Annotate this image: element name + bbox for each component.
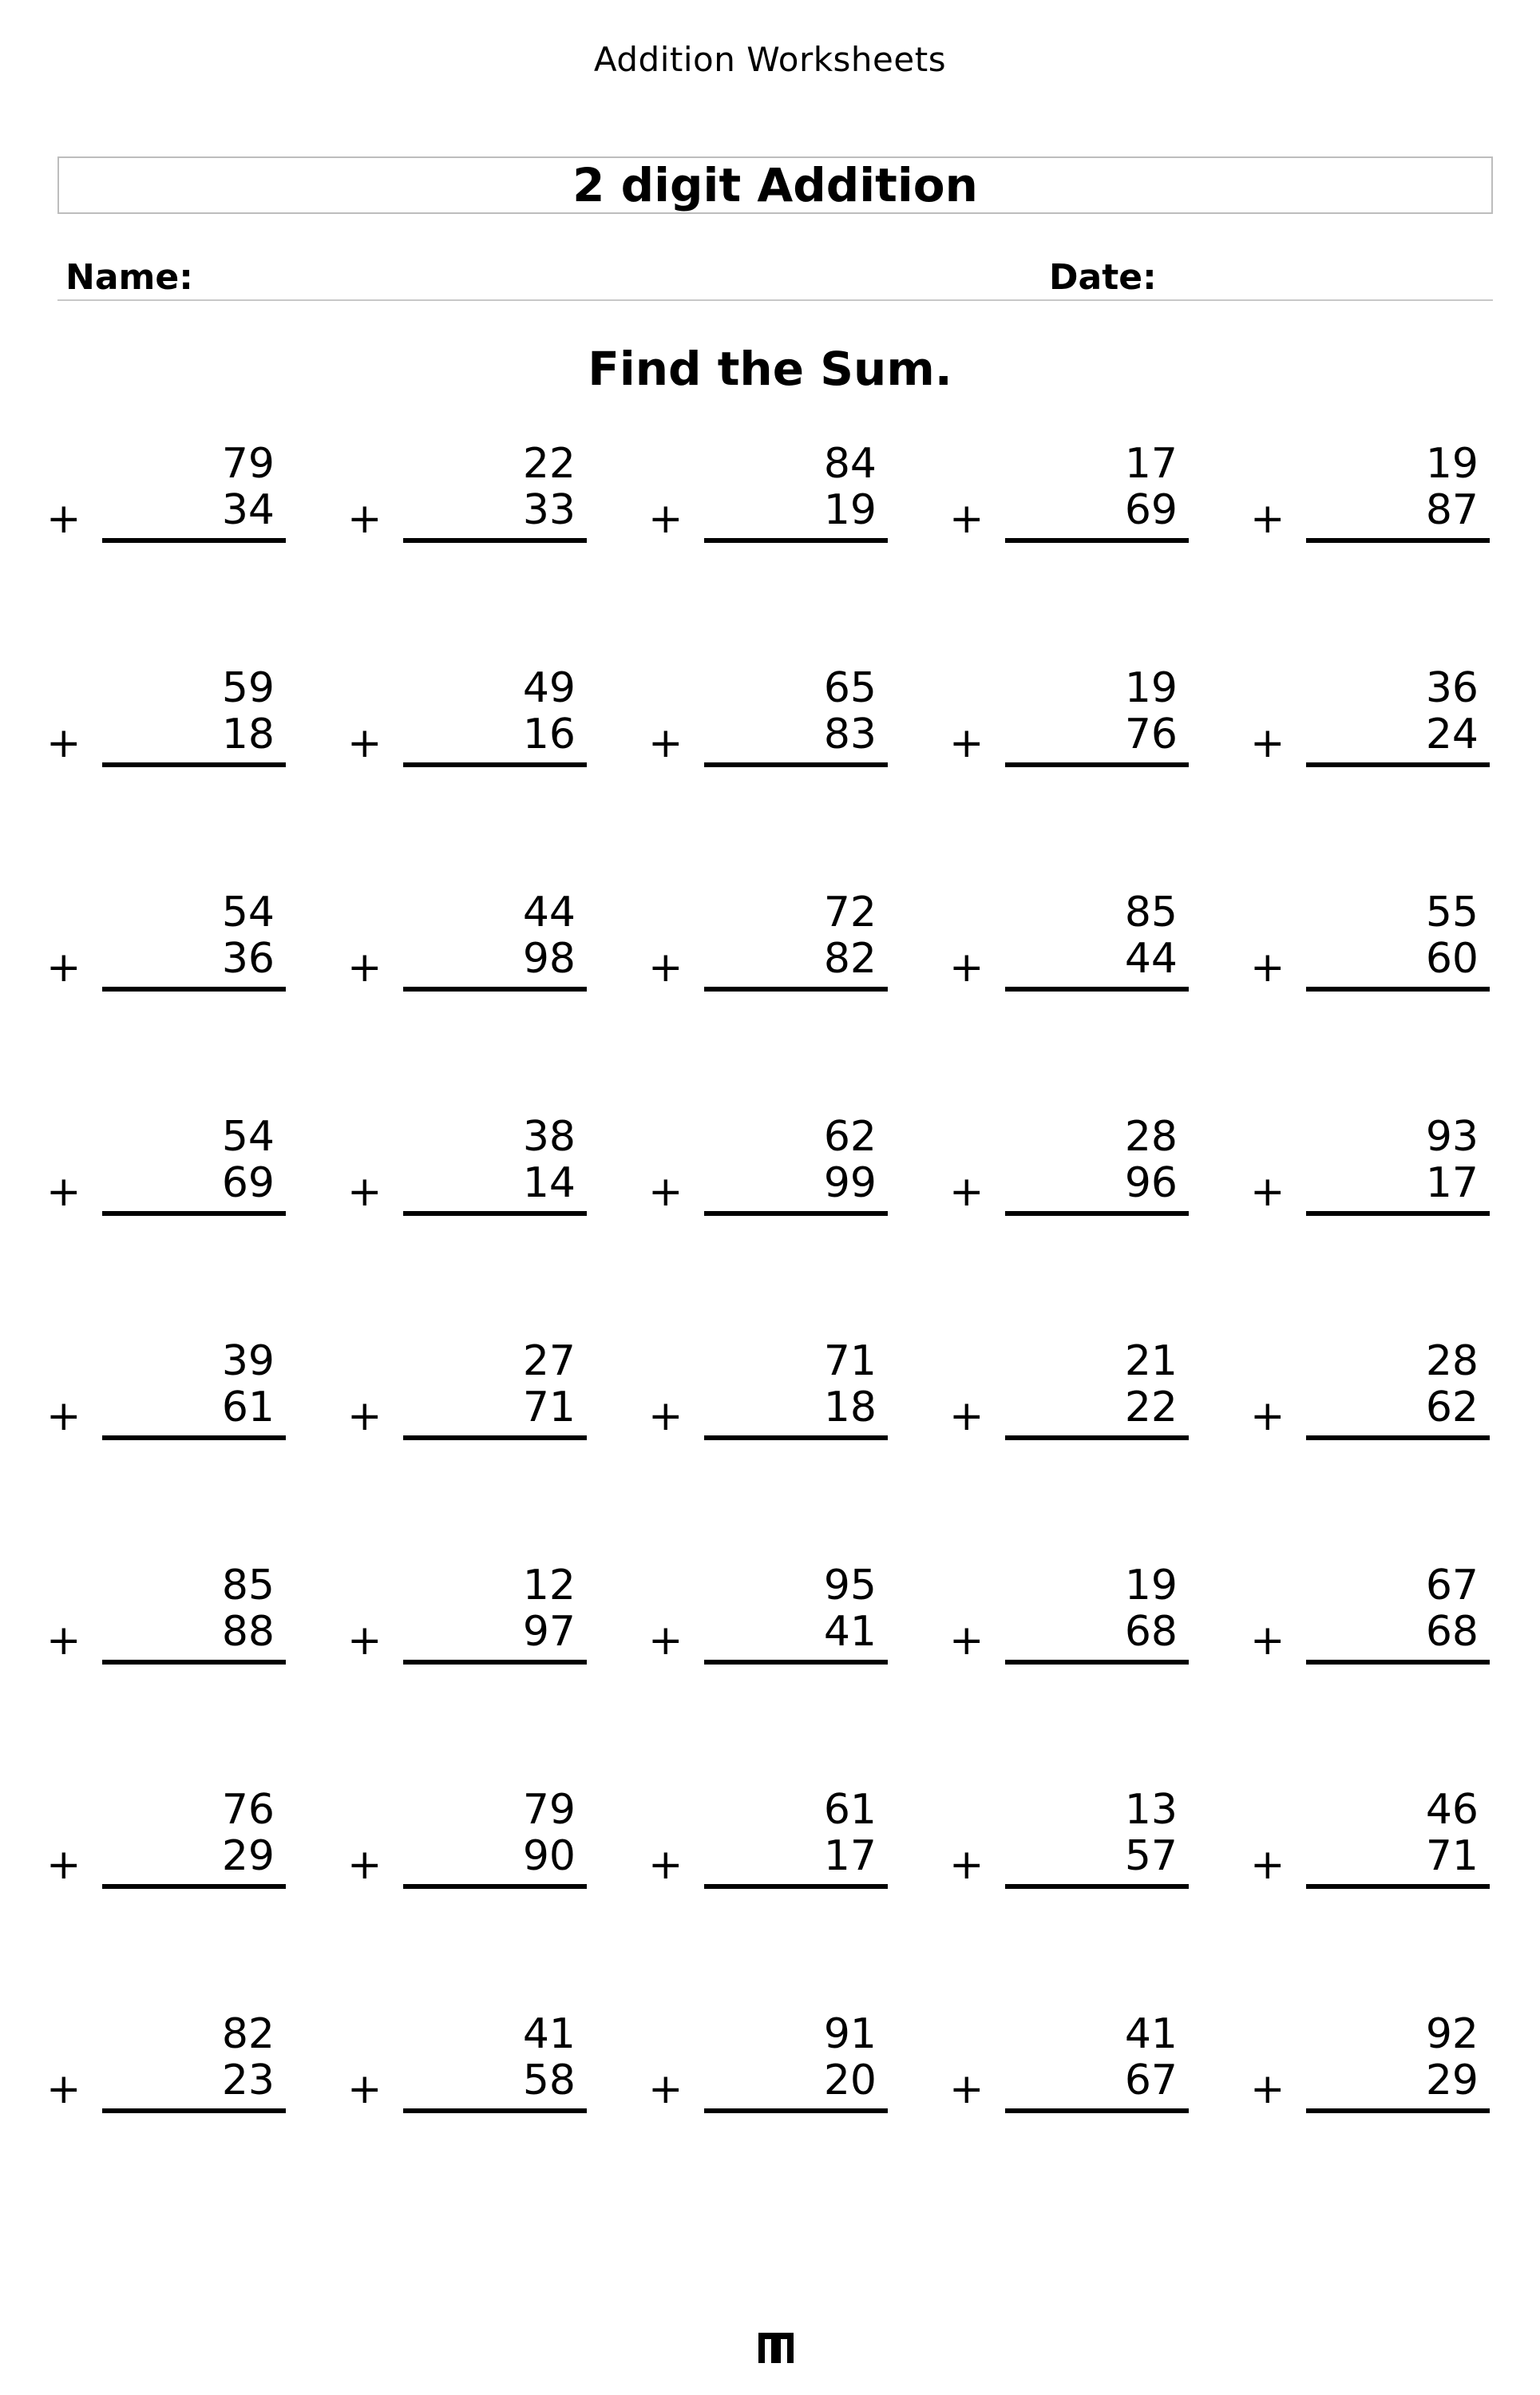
addend-top: 61 (823, 1786, 877, 1834)
answer-line[interactable] (102, 1884, 286, 1889)
addend-bottom: 69 (1124, 486, 1178, 534)
answer-line[interactable] (403, 1435, 587, 1440)
problem-grid (0, 437, 1540, 2138)
answer-line[interactable] (102, 762, 286, 767)
addition-problem (1250, 1335, 1490, 1463)
addend-bottom: 82 (823, 935, 877, 983)
plus-sign: + (1250, 719, 1285, 767)
addend-bottom: 23 (221, 2057, 275, 2104)
answer-line[interactable] (102, 538, 286, 543)
answer-line[interactable] (403, 987, 587, 992)
addition-problem (648, 437, 888, 565)
answer-line[interactable] (704, 1660, 888, 1665)
addend-top: 93 (1425, 1113, 1479, 1161)
answer-line[interactable] (403, 762, 587, 767)
addend-bottom: 34 (221, 486, 275, 534)
addend-bottom: 20 (823, 2057, 877, 2104)
plus-sign: + (1250, 1841, 1285, 1889)
addend-bottom: 17 (1425, 1159, 1479, 1207)
addend-bottom: 90 (522, 1832, 576, 1880)
addend-top: 59 (221, 664, 275, 712)
addend-bottom: 76 (1124, 711, 1178, 758)
addend-bottom: 41 (823, 1608, 877, 1656)
addend-bottom: 60 (1425, 935, 1479, 983)
plus-sign: + (949, 944, 984, 992)
addend-bottom: 61 (221, 1384, 275, 1431)
addend-bottom: 16 (522, 711, 576, 758)
brand-logo-icon (757, 2330, 795, 2365)
addend-bottom: 44 (1124, 935, 1178, 983)
addend-top: 28 (1124, 1113, 1178, 1161)
addition-problem (46, 2008, 286, 2136)
addition-problem (1250, 2008, 1490, 2136)
addend-bottom: 99 (823, 1159, 877, 1207)
addend-bottom: 71 (522, 1384, 576, 1431)
answer-line[interactable] (1306, 1660, 1490, 1665)
plus-sign: + (347, 1841, 382, 1889)
addition-problem (949, 2008, 1189, 2136)
answer-line[interactable] (102, 1211, 286, 1216)
addition-problem (949, 1110, 1189, 1238)
addition-problem (347, 886, 587, 1014)
addend-top: 49 (522, 664, 576, 712)
instruction-heading: Find the Sum. (588, 342, 952, 396)
addend-top: 39 (221, 1337, 275, 1385)
addend-top: 19 (1124, 664, 1178, 712)
addend-top: 92 (1425, 2010, 1479, 2058)
addend-bottom: 17 (823, 1832, 877, 1880)
answer-line[interactable] (102, 1660, 286, 1665)
addition-problem (1250, 662, 1490, 790)
addition-problem (1250, 1783, 1490, 1911)
addition-problem (46, 1783, 286, 1911)
addition-problem (648, 1335, 888, 1463)
addend-bottom: 57 (1124, 1832, 1178, 1880)
answer-line[interactable] (1306, 762, 1490, 767)
addend-bottom: 68 (1124, 1608, 1178, 1656)
plus-sign: + (648, 1392, 683, 1440)
addend-bottom: 69 (221, 1159, 275, 1207)
addend-top: 19 (1425, 440, 1479, 488)
addend-bottom: 36 (221, 935, 275, 983)
addition-problem (949, 1335, 1189, 1463)
addend-top: 85 (1124, 889, 1178, 936)
addend-top: 12 (522, 1562, 576, 1609)
answer-line[interactable] (704, 1211, 888, 1216)
answer-line[interactable] (1306, 538, 1490, 543)
addend-top: 72 (823, 889, 877, 936)
plus-sign: + (949, 495, 984, 543)
answer-line[interactable] (1005, 762, 1189, 767)
plus-sign: + (347, 1392, 382, 1440)
addition-problem (347, 2008, 587, 2136)
addend-top: 84 (823, 440, 877, 488)
addition-problem (648, 1783, 888, 1911)
addition-problem (347, 662, 587, 790)
addend-bottom: 14 (522, 1159, 576, 1207)
answer-line[interactable] (1005, 1435, 1189, 1440)
plus-sign: + (648, 1617, 683, 1665)
addend-bottom: 87 (1425, 486, 1479, 534)
addend-top: 79 (522, 1786, 576, 1834)
addition-problem (347, 1783, 587, 1911)
plus-sign: + (949, 1168, 984, 1216)
plus-sign: + (46, 1392, 81, 1440)
addend-top: 36 (1425, 664, 1479, 712)
answer-line[interactable] (1005, 987, 1189, 992)
addition-problem (949, 437, 1189, 565)
addend-top: 17 (1124, 440, 1178, 488)
plus-sign: + (46, 944, 81, 992)
name-date-divider (57, 299, 1493, 301)
plus-sign: + (1250, 2065, 1285, 2113)
addend-bottom: 58 (522, 2057, 576, 2104)
plus-sign: + (46, 719, 81, 767)
plus-sign: + (1250, 1168, 1285, 1216)
plus-sign: + (648, 944, 683, 992)
addition-problem (648, 2008, 888, 2136)
addend-top: 13 (1124, 1786, 1178, 1834)
addition-problem (949, 1783, 1189, 1911)
addend-bottom: 83 (823, 711, 877, 758)
addend-top: 27 (522, 1337, 576, 1385)
addend-top: 55 (1425, 889, 1479, 936)
addition-problem (1250, 1559, 1490, 1687)
plus-sign: + (1250, 944, 1285, 992)
answer-line[interactable] (102, 1435, 286, 1440)
addition-problem (46, 1335, 286, 1463)
addend-bottom: 62 (1425, 1384, 1479, 1431)
addition-problem (46, 662, 286, 790)
addend-top: 71 (823, 1337, 877, 1385)
plus-sign: + (347, 495, 382, 543)
addend-bottom: 98 (522, 935, 576, 983)
addend-top: 85 (221, 1562, 275, 1609)
addition-problem (1250, 1110, 1490, 1238)
addend-top: 54 (221, 889, 275, 936)
answer-line[interactable] (403, 1884, 587, 1889)
addend-bottom: 18 (823, 1384, 877, 1431)
answer-line[interactable] (1306, 1884, 1490, 1889)
addition-problem (347, 437, 587, 565)
answer-line[interactable] (704, 987, 888, 992)
plus-sign: + (347, 1168, 382, 1216)
addend-top: 91 (823, 2010, 877, 2058)
plus-sign: + (347, 1617, 382, 1665)
addend-bottom: 88 (221, 1608, 275, 1656)
plus-sign: + (347, 719, 382, 767)
answer-line[interactable] (704, 1884, 888, 1889)
addend-top: 65 (823, 664, 877, 712)
plus-sign: + (1250, 495, 1285, 543)
answer-line[interactable] (1005, 1660, 1189, 1665)
plus-sign: + (949, 719, 984, 767)
addition-problem (648, 1559, 888, 1687)
addend-top: 22 (522, 440, 576, 488)
plus-sign: + (648, 495, 683, 543)
answer-line[interactable] (403, 1211, 587, 1216)
addend-bottom: 96 (1124, 1159, 1178, 1207)
plus-sign: + (46, 1617, 81, 1665)
answer-line[interactable] (1005, 1211, 1189, 1216)
addition-problem (949, 662, 1189, 790)
plus-sign: + (648, 1841, 683, 1889)
addend-top: 44 (522, 889, 576, 936)
answer-line[interactable] (1005, 1884, 1189, 1889)
answer-line[interactable] (1306, 987, 1490, 992)
addition-problem (46, 437, 286, 565)
name-label: Name: (65, 257, 193, 298)
addend-bottom: 71 (1425, 1832, 1479, 1880)
answer-line[interactable] (1306, 1211, 1490, 1216)
addend-bottom: 19 (823, 486, 877, 534)
plus-sign: + (949, 1392, 984, 1440)
page-header-title: Addition Worksheets (593, 40, 947, 79)
addend-bottom: 33 (522, 486, 576, 534)
answer-line[interactable] (704, 762, 888, 767)
addend-top: 41 (522, 2010, 576, 2058)
addition-problem (347, 1110, 587, 1238)
addend-bottom: 68 (1425, 1608, 1479, 1656)
addition-problem (648, 662, 888, 790)
addend-bottom: 97 (522, 1608, 576, 1656)
addend-top: 95 (823, 1562, 877, 1609)
addend-top: 79 (221, 440, 275, 488)
addition-problem (1250, 437, 1490, 565)
plus-sign: + (648, 719, 683, 767)
plus-sign: + (46, 1168, 81, 1216)
plus-sign: + (648, 1168, 683, 1216)
plus-sign: + (949, 2065, 984, 2113)
addition-problem (347, 1335, 587, 1463)
plus-sign: + (46, 495, 81, 543)
addition-problem (949, 886, 1189, 1014)
addend-top: 21 (1124, 1337, 1178, 1385)
addend-bottom: 22 (1124, 1384, 1178, 1431)
addend-top: 76 (221, 1786, 275, 1834)
answer-line[interactable] (403, 538, 587, 543)
answer-line[interactable] (704, 1435, 888, 1440)
addend-bottom: 29 (221, 1832, 275, 1880)
addition-problem (46, 1110, 286, 1238)
addend-top: 67 (1425, 1562, 1479, 1609)
addend-bottom: 24 (1425, 711, 1479, 758)
addition-problem (46, 1559, 286, 1687)
addend-bottom: 29 (1425, 2057, 1479, 2104)
addition-problem (1250, 886, 1490, 1014)
answer-line[interactable] (403, 1660, 587, 1665)
plus-sign: + (1250, 1617, 1285, 1665)
addition-problem (648, 886, 888, 1014)
plus-sign: + (949, 1841, 984, 1889)
plus-sign: + (46, 1841, 81, 1889)
plus-sign: + (949, 1617, 984, 1665)
answer-line[interactable] (1005, 538, 1189, 543)
answer-line[interactable] (1005, 2108, 1189, 2113)
addition-problem (648, 1110, 888, 1238)
answer-line[interactable] (102, 987, 286, 992)
addend-top: 62 (823, 1113, 877, 1161)
plus-sign: + (46, 2065, 81, 2113)
answer-line[interactable] (1306, 1435, 1490, 1440)
date-label: Date: (1049, 257, 1157, 298)
addend-top: 82 (221, 2010, 275, 2058)
plus-sign: + (1250, 1392, 1285, 1440)
addition-problem (46, 886, 286, 1014)
addend-top: 19 (1124, 1562, 1178, 1609)
answer-line[interactable] (704, 2108, 888, 2113)
addition-problem (347, 1559, 587, 1687)
plus-sign: + (347, 2065, 382, 2113)
addend-top: 46 (1425, 1786, 1479, 1834)
addition-problem (949, 1559, 1189, 1687)
answer-line[interactable] (704, 538, 888, 543)
plus-sign: + (648, 2065, 683, 2113)
addend-bottom: 67 (1124, 2057, 1178, 2104)
answer-line[interactable] (403, 2108, 587, 2113)
addend-top: 28 (1425, 1337, 1479, 1385)
addend-top: 41 (1124, 2010, 1178, 2058)
worksheet-title: 2 digit Addition (57, 156, 1493, 214)
addend-top: 38 (522, 1113, 576, 1161)
addend-bottom: 18 (221, 711, 275, 758)
answer-line[interactable] (1306, 2108, 1490, 2113)
addend-top: 54 (221, 1113, 275, 1161)
answer-line[interactable] (102, 2108, 286, 2113)
plus-sign: + (347, 944, 382, 992)
